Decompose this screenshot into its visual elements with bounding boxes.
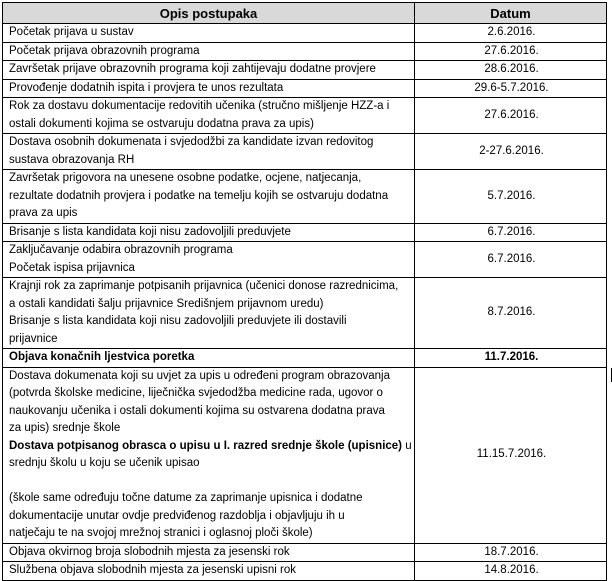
description-cell [3,562,415,581]
description-line: Objava konačnih ljestvica poretka [9,351,195,363]
description-cell [3,170,415,224]
description-line: Objava okvirnog broja slobodnih mjesta za jesenski rok [9,545,290,558]
description-line: Provođenje dodatnih ispita i provjera te unos rezultata [9,81,284,94]
description-line: rezultate dodatnih provjera i podatke na temelju kojih se ostvaruju dodatna [9,189,389,202]
date-cell: 28.6.2016. [415,61,607,80]
description-line: natječaju te na svojoj mrežnoj stranici i oglasnoj ploči škole) [9,527,313,539]
date-cell: 27.6.2016. [415,98,607,134]
description-line: Početak ispisa prijavnica [9,261,135,274]
enrollment-schedule-table [2,2,607,581]
date-cell: 11.15.7.2016. [415,367,607,543]
description-line: Početak prijava u sustav [9,26,134,38]
description-cell [3,543,415,562]
table-row [3,98,607,134]
description-line: Brisanje s lista kandidata koji nisu zadovoljili preduvjete [9,225,291,238]
table-row [3,562,607,581]
description-line: prava za upis [9,207,78,219]
description-cell [3,61,415,80]
description-line: Završetak prigovora na unesene osobne podatke, ocjene, natjecanja, [9,172,362,184]
description-line: srednju školu u koju se učenik upisao [9,457,200,469]
header-row [3,3,607,24]
description-line: naukovanju učenika i ostali dokumenti kojima su ostvarena dodatna prava [9,404,385,417]
table-row [3,79,607,98]
description-line: Dostava potpisanog obrasca o upisu u I. razred srednje škole (upisnice) u [9,439,412,452]
table-row [3,223,607,242]
date-cell: 29.6-5.7.2016. [415,79,607,98]
description-cell [3,278,415,349]
date-cell: 18.7.2016. [415,543,607,562]
description-cell [3,98,415,134]
header-date: Datum [415,3,607,24]
description-cell [3,24,415,43]
table-row [3,42,607,61]
description-cell [3,367,415,543]
description-line: za upis) srednje škole [9,422,121,434]
description-line: Krajnji rok za zaprimanje potpisanih prijavnica (učenici donose razrednicima, [9,280,399,292]
description-line: a ostali kandidati šalju prijavnice Središnjem prijavnom uredu) [9,297,324,310]
table-row [3,134,607,170]
table-row [3,278,607,349]
description-line: Završetak prijave obrazovnih programa koji zahtijevaju dodatne provjere [9,63,376,75]
date-cell: 5.7.2016. [415,170,607,224]
table-row [3,543,607,562]
table-row [3,24,607,43]
description-line: Zaključavanje odabira obrazovnih programa [9,244,233,256]
date-cell: 27.6.2016. [415,42,607,61]
description-line: (potvrda školske medicine, liječnička svjedodžba medicine rada, ugovor o [9,387,383,399]
table-row [3,349,607,368]
description-line: ostali dokumenti kojima se ostvaruju dodatna prava za upis) [9,117,314,130]
description-cell [3,134,415,170]
description-line: Službena objava slobodnih mjesta za jesenski upisni rok [9,564,297,576]
header-description: Opis postupaka [3,3,415,24]
description-line: prijavnice [9,332,58,345]
table-row [3,61,607,80]
spacer [9,473,410,491]
description-cell [3,42,415,61]
bold-lead-text: Dostava potpisanog obrasca o upisu u I. razred srednje škole (upisnice) [9,439,403,452]
description-line: Početak prijava obrazovnih programa [9,44,200,57]
description-line: dokumentacije unutar ovdje predviđenog razdoblja i objavljuju ih u [9,509,345,522]
description-line: Dostava osobnih dokumenata i svjedodžbi za kandidate izvan redovitog [9,136,374,148]
date-cell: 8.7.2016. [415,278,607,349]
description-cell [3,79,415,98]
date-cell: 6.7.2016. [415,242,607,278]
description-cell [3,223,415,242]
description-cell [3,242,415,278]
date-cell: 6.7.2016. [415,223,607,242]
table-row [3,242,607,278]
table-body [3,24,607,581]
table-row [3,170,607,224]
date-cell: 11.7.2016. [415,349,607,368]
date-cell: 14.8.2016. [415,562,607,581]
description-line: Brisanje s lista kandidata koji nisu zadovoljili preduvjete ili dostavili [9,315,347,327]
date-cell: 2.6.2016. [415,24,607,43]
description-cell [3,349,415,368]
description-line: (škole same određuju točne datume za zaprimanje upisnica i dodatne [9,492,363,504]
date-cell: 2-27.6.2016. [415,134,607,170]
description-line: Rok za dostavu dokumentacije redovitih učenika (stručno mišljenje HZZ-a i [9,100,390,112]
description-line: sustava obrazovanja RH [9,153,135,166]
description-line: Dostava dokumenata koji su uvjet za upis u određeni program obrazovanja [9,369,390,382]
table-row [3,367,607,543]
